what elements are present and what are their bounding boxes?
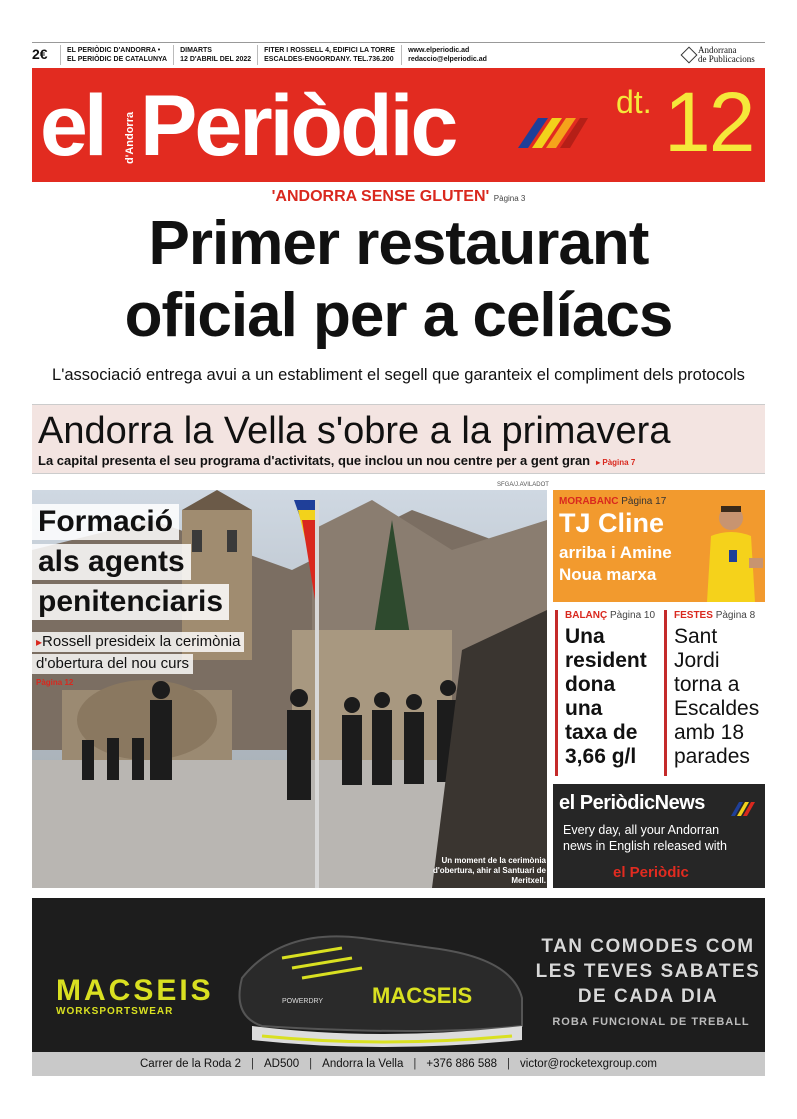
ad-slogan-line-3: DE CADA DIA — [577, 986, 719, 1007]
festes-page: Pàgina 8 — [715, 610, 756, 621]
web-info — [401, 45, 493, 65]
morabanc-label — [559, 496, 666, 507]
festes-headline — [674, 625, 765, 769]
second-subhead-text: La capital presenta el seu programa d'activitats, que inclou un nou centre per a gent gran — [38, 453, 591, 468]
morabanc-box[interactable] — [553, 490, 765, 602]
triangle-bullet-icon: ▸ — [36, 635, 43, 649]
lead-headline[interactable] — [0, 208, 797, 352]
ad-phone[interactable]: +376 886 588 — [426, 1058, 498, 1070]
separator: | — [413, 1058, 417, 1070]
separator: | — [507, 1058, 511, 1070]
balanc-label — [565, 610, 659, 621]
news-title — [559, 792, 705, 815]
address-line-2: ESCALDES-ENGORDANY. TEL.736.200 — [264, 55, 394, 63]
photo-headline-line-2[interactable]: als agents — [32, 544, 191, 580]
morabanc-sub-1: arriba i Amine — [559, 543, 672, 562]
email-link[interactable]: redaccio@elperiodic.ad — [408, 55, 487, 63]
publisher-line-1: Andorrana — [698, 45, 737, 55]
news-brand: el Periòdic — [613, 864, 689, 881]
balanc-headline — [565, 625, 659, 769]
headline-line-2: oficial per a celíacs — [124, 281, 673, 350]
ad-city: Andorra la Vella — [322, 1058, 404, 1070]
second-headline: Andorra la Vella s'obre a la primavera — [38, 410, 671, 452]
edition-info — [60, 45, 173, 65]
festes-line: parades — [674, 745, 750, 768]
flag-stripes-icon — [508, 108, 588, 148]
morabanc-section: MORABANC — [559, 496, 619, 507]
price: 2€ — [32, 46, 48, 62]
second-page-ref[interactable]: ▸ Pàgina 7 — [596, 458, 636, 467]
news-title-b: News — [654, 792, 705, 814]
masthead — [32, 68, 765, 182]
separator: | — [309, 1058, 313, 1070]
festes-section: FESTES — [674, 610, 713, 621]
festes-line: amb 18 — [674, 721, 745, 744]
shoe-logo-text: MACSEIS — [372, 983, 473, 1008]
festes-label — [674, 610, 765, 621]
publisher-logo — [683, 46, 755, 64]
ad-slogan-line-1: TAN COMODES COM — [541, 936, 755, 957]
morabanc-sub-2: Noua marxa — [559, 565, 657, 584]
top-info-strip — [32, 42, 765, 66]
second-subhead — [38, 453, 635, 468]
headline-line-1: Primer restaurant — [148, 209, 649, 278]
morabanc-subtitle — [559, 542, 672, 586]
morabanc-title: TJ Cline — [559, 508, 665, 538]
date-number: 12 — [664, 75, 754, 169]
ad-address: Carrer de la Roda 2 — [140, 1058, 241, 1070]
publisher-line-2: de Publicacions — [698, 54, 755, 64]
ad-email[interactable]: victor@rocketexgroup.com — [520, 1058, 657, 1070]
balanc-line: Una — [565, 625, 605, 648]
logo-el: el — [40, 78, 104, 174]
basketball-player-image — [693, 500, 763, 602]
balanc-line: dona — [565, 673, 616, 696]
ad-tagline: ROBA FUNCIONAL DE TREBALL — [552, 1016, 750, 1028]
weekday-abbr: dt. — [616, 84, 652, 120]
balanc-story[interactable] — [555, 610, 659, 776]
address-line-1: FITER I ROSSELL 4, EDIFICI LA TORRE — [264, 46, 396, 54]
news-description — [563, 822, 727, 854]
edition-line-1: EL PERIÒDIC D'ANDORRA • — [67, 46, 161, 54]
festes-line: Jordi — [674, 649, 720, 672]
balanc-section: BALANÇ — [565, 610, 608, 621]
periodic-news-promo[interactable] — [553, 784, 765, 888]
flag-stripes-icon — [729, 798, 755, 816]
photo-credit: SFGA/J.AVILADOT — [497, 482, 549, 488]
weekday: DIMARTS — [180, 46, 212, 54]
website-link[interactable]: www.elperiodic.ad — [408, 46, 470, 54]
kicker-page[interactable]: Pàgina 3 — [493, 194, 526, 203]
photo-headline-line-3[interactable]: penitenciaris — [32, 584, 229, 620]
full-date: 12 D'ABRIL DEL 2022 — [180, 55, 252, 63]
photo-page-ref[interactable]: Pàgina 12 — [36, 678, 74, 687]
balanc-line: taxa de — [565, 721, 638, 744]
festes-line: Escaldes — [674, 697, 760, 720]
ad-postcode: AD500 — [264, 1058, 300, 1070]
festes-line: Sant — [674, 625, 718, 648]
news-title-a: el Periòdic — [559, 792, 655, 814]
balanc-line: una — [565, 697, 603, 720]
logo-andorra: d'Andorra — [124, 111, 136, 164]
lead-kicker — [0, 188, 797, 206]
news-line-1: Every day, all your Andorran — [563, 823, 720, 837]
macseis-advertisement[interactable] — [32, 898, 765, 1076]
second-story[interactable] — [32, 404, 765, 474]
festes-story[interactable] — [664, 610, 765, 776]
news-line-2: news in English released with — [563, 839, 727, 853]
photo-caption: Un moment de la cerimònia d'obertura, ahir al Santuari de Meritxell. — [432, 856, 546, 885]
photo-subhead-2: d'obertura del nou curs — [32, 654, 193, 674]
ad-slogan-line-2: LES TEVES SABATES — [535, 961, 761, 982]
photo-headline-line-1[interactable]: Formació — [32, 504, 179, 540]
publisher-diamond-icon — [681, 47, 698, 64]
date-info — [173, 45, 257, 65]
edition-line-2: EL PERIÒDIC DE CATALUNYA — [67, 55, 168, 63]
lead-deck: L'associació entrega avui a un establiment el segell que garanteix el compliment dels protocols — [52, 366, 745, 384]
separator: | — [251, 1058, 254, 1070]
ad-contact-footer — [32, 1052, 765, 1076]
festes-line: torna a — [674, 673, 740, 696]
balanc-line: resident — [565, 649, 647, 672]
address-info — [257, 45, 401, 65]
balanc-page: Pàgina 10 — [610, 610, 656, 621]
photo-subhead-1-text: Rossell presideix la cerimònia — [42, 633, 241, 650]
morabanc-page: Pàgina 17 — [621, 496, 667, 507]
kicker-text: 'ANDORRA SENSE GLUTEN' — [271, 188, 490, 205]
ad-brand-sub: WORKSPORTSWEAR — [56, 1006, 174, 1017]
ad-brand: MACSEIS — [56, 974, 214, 1007]
work-shoe-image — [222, 908, 542, 1058]
logo-periodic: Periòdic — [140, 78, 456, 174]
photo-subhead-1 — [32, 632, 244, 652]
shoe-tag-text: POWERDRY — [282, 998, 324, 1005]
balanc-line: 3,66 g/l — [565, 745, 637, 768]
ad-slogan — [528, 934, 765, 1009]
